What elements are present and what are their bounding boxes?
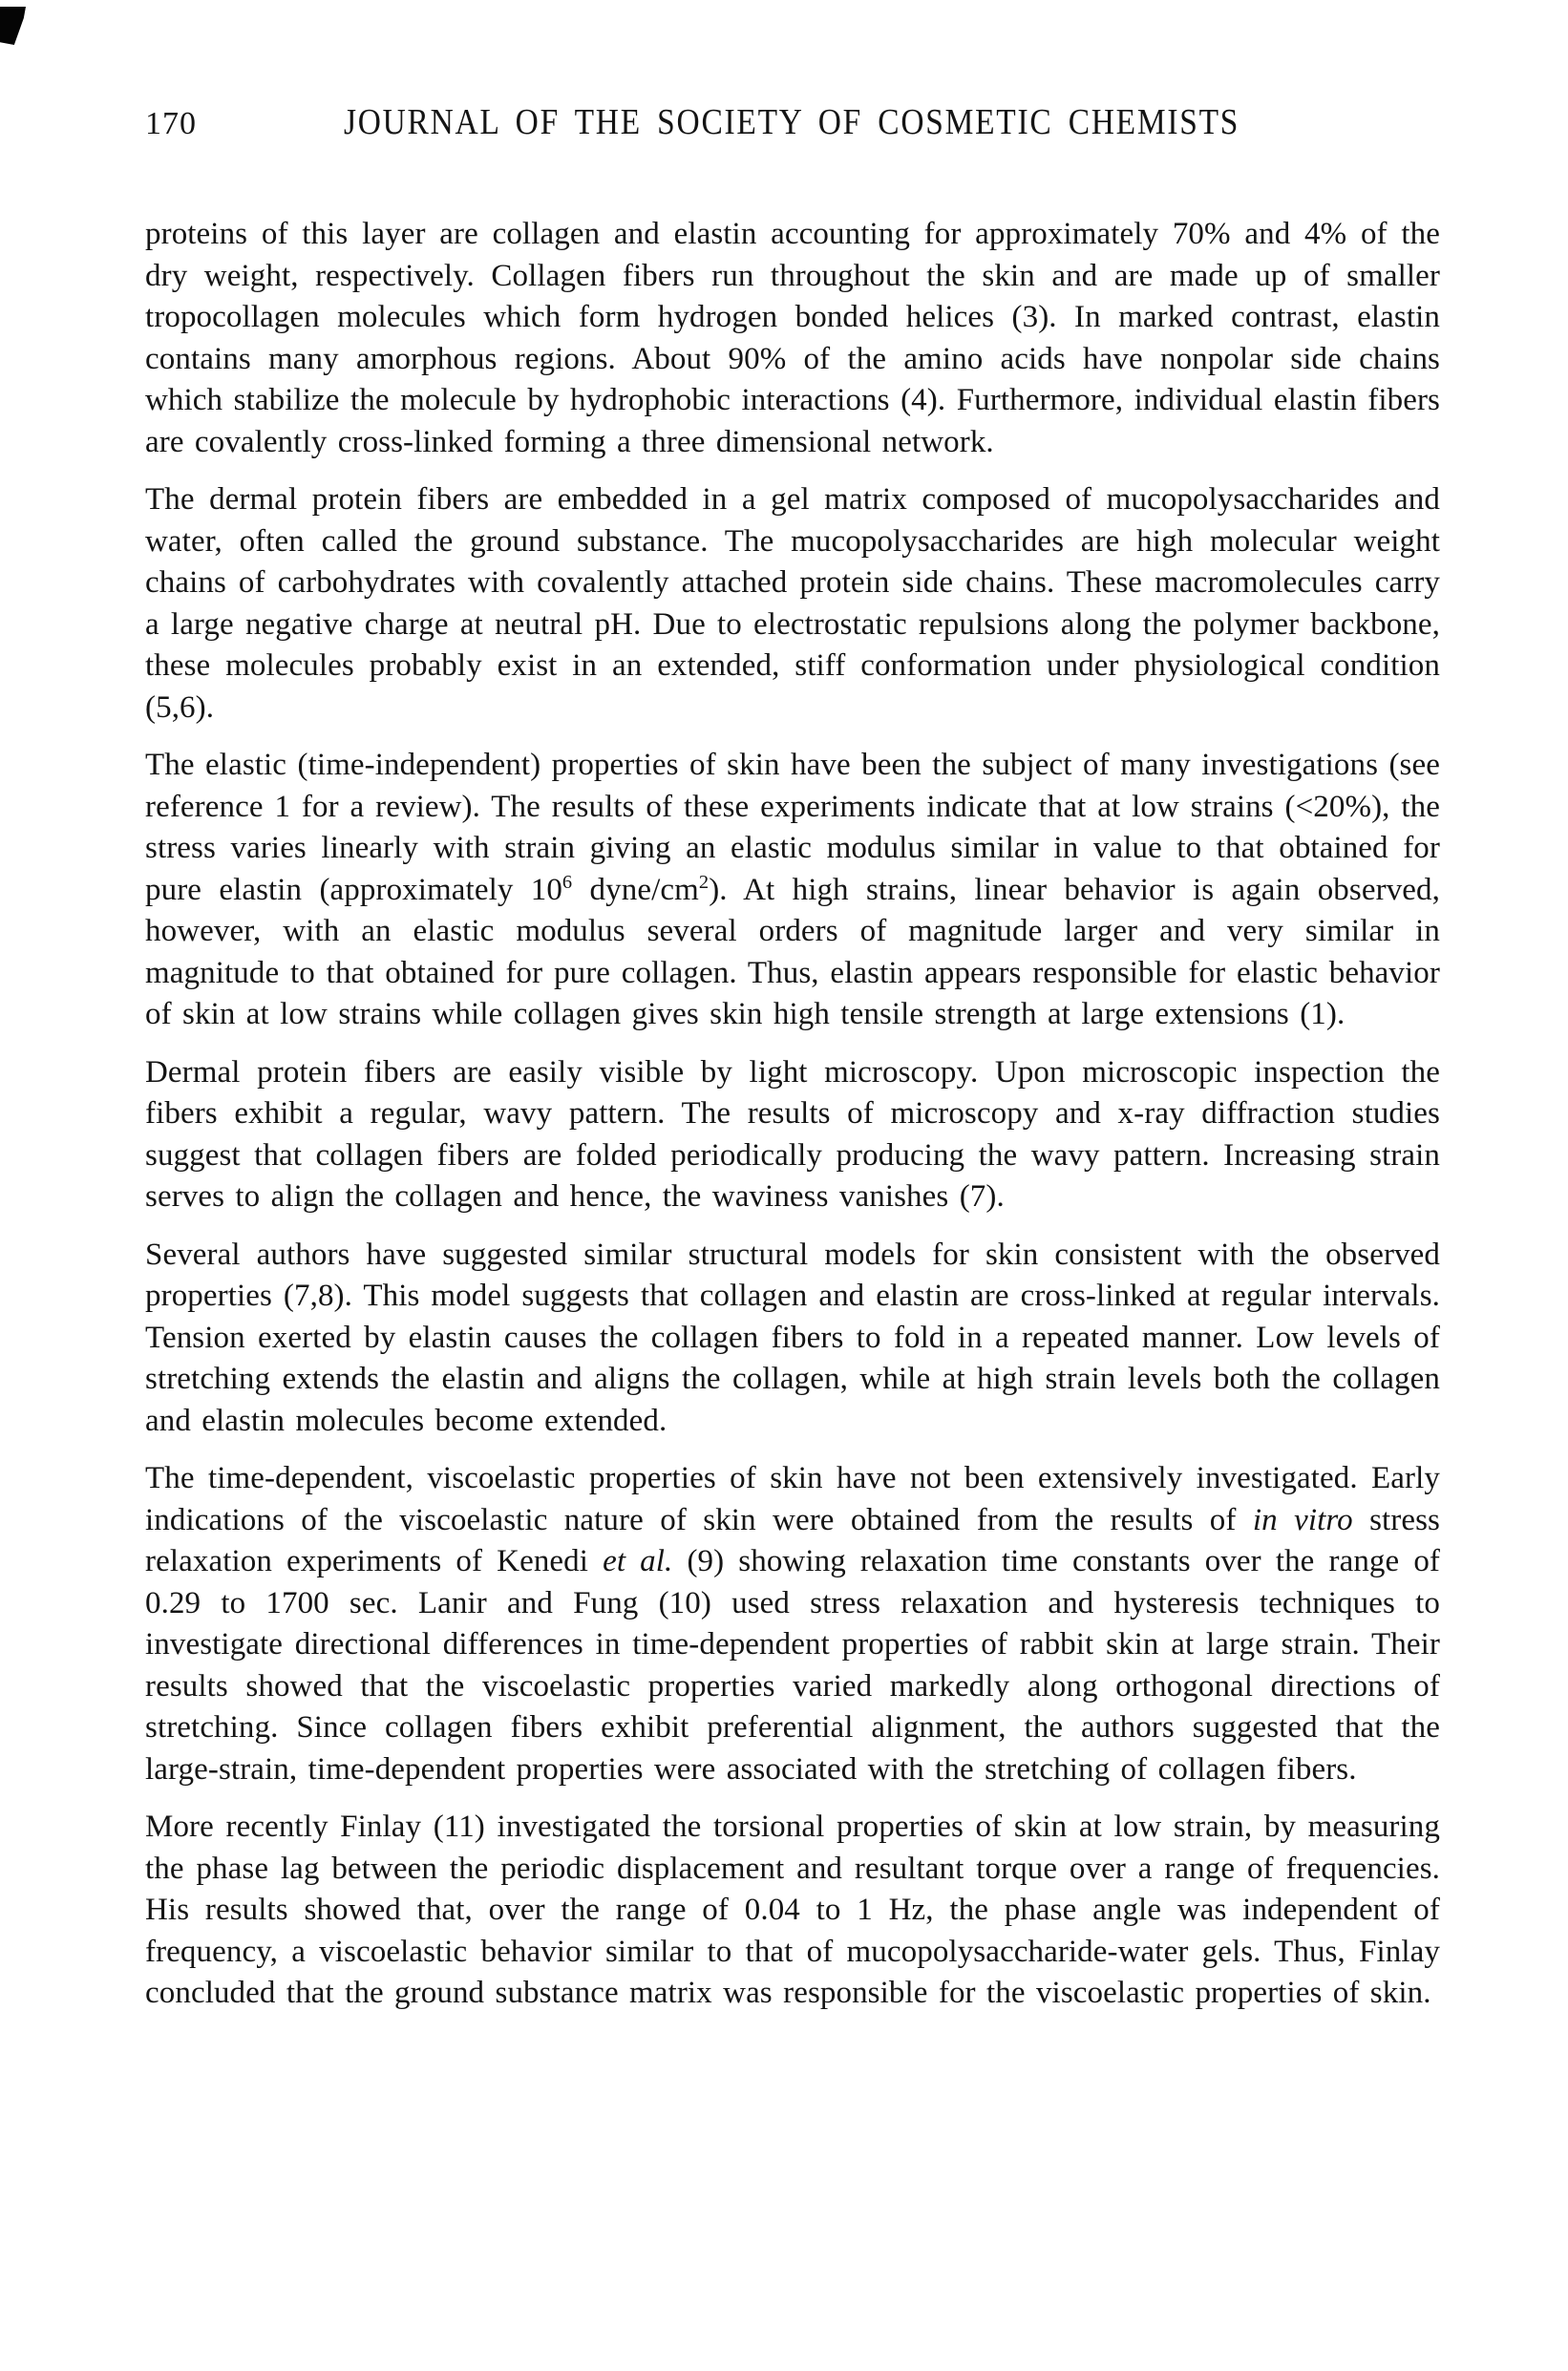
journal-title: JOURNAL OF THE SOCIETY OF COSMETIC CHEMISTS [343, 102, 1240, 142]
article-body [145, 214, 1440, 2015]
text-segment: stress relaxation experiments of Kenedi [145, 1502, 1440, 1578]
body-paragraph [145, 214, 1440, 463]
text-segment: Dermal protein fibers are easily visible by light microscopy. Upon microscopic inspection the fibers exhibit a regular, wavy pattern. The results of microscopy and x-ray diffraction studies suggest that collagen fibers are folded periodically producing the wavy pattern. Increasing strain serves to align the collagen and hence, the waviness vanishes (7). [145, 1054, 1440, 1214]
text-segment: The time-dependent, viscoelastic properties of skin have not been extensively investigated. Early indications of the viscoelastic nature of skin were obtained from the results of [145, 1461, 1440, 1537]
body-paragraph [145, 1807, 1440, 2015]
italic-text: et al. [603, 1544, 673, 1578]
body-paragraph [145, 479, 1440, 729]
superscript-text: 2 [698, 871, 710, 893]
scan-artifact-mark [0, 7, 26, 45]
text-segment: dyne/cm [572, 872, 699, 907]
italic-text: in vitro [1252, 1502, 1353, 1537]
text-segment: More recently Finlay (11) investigated the torsional properties of skin at low strain, by measuring the phase lag between the periodic displacement and resultant torque over a range of frequencies. His results showed that, over the range of 0.04 to 1 Hz, the phase angle was independent of frequency, a viscoelastic behavior similar to that of mucopolysaccharide-water gels. Thus, Finlay concluded that the ground substance matrix was responsible for the viscoelastic properties of skin. [145, 1810, 1440, 2010]
text-segment: The dermal protein fibers are embedded in a gel matrix composed of mucopolysaccharides and water, often called the ground substance. The mucopolysaccharides are high molecular weight chains of carbohydrates with covalently attached protein side chains. These macromolecules carry a large negative charge at neutral pH. Due to electrostatic repulsions along the polymer backbone, these molecules probably exist in an extended, stiff conformation under physiological condition (5,6). [145, 482, 1440, 725]
page-number: 170 [145, 106, 197, 141]
body-paragraph [145, 745, 1440, 1036]
body-paragraph [145, 1235, 1440, 1443]
text-segment: ). At high strains, linear behavior is again observed, however, with an elastic modulus several orders of magnitude larger and very similar in magnitude to that obtained for pure collagen. Thus, elastin appears responsible for elastic behavior of skin at low strains while collagen gives skin high tensile strength at large extensions (1). [145, 872, 1440, 1031]
text-segment: (9) showing relaxation time constants over the range of 0.29 to 1700 sec. Lanir and Fung (10) used stress relaxation and hysteresis techniques to investigate directional differences in time-dependent properties of rabbit skin at large strain. Their results showed that the viscoelastic properties varied markedly along orthogonal directions of stretching. Since collagen fibers exhibit preferential alignment, the authors suggested that the large-strain, time-dependent properties were associated with the stretching of collagen fibers. [145, 1544, 1441, 1787]
superscript-text: 6 [562, 871, 573, 893]
body-paragraph [145, 1458, 1440, 1790]
page-header [145, 101, 1301, 143]
text-segment: Several authors have suggested similar structural models for skin consistent with the observed properties (7,8). This model suggests that collagen and elastin are cross-linked at regular intervals. Tension exerted by elastin causes the collagen fibers to fold in a repeated manner. Low levels of stretching extends the elastin and aligns the collagen, while at high strain levels both the collagen and elastin molecules become extended. [145, 1237, 1440, 1438]
text-segment: proteins of this layer are collagen and elastin accounting for approximately 70% and 4% of the dry weight, respectively. Collagen fibers run throughout the skin and are made up of smaller tropocollagen molecules which form hydrogen bonded helices (3). In marked contrast, elastin contains many amorphous regions. About 90% of the amino acids have nonpolar side chains which stabilize the molecule by hydrophobic interactions (4). Furthermore, individual elastin fibers are covalently cross-linked forming a three dimensional network. [145, 217, 1440, 459]
text-segment: The elastic (time-independent) properties of skin have been the subject of many investigations (see reference 1 for a review). The results of these experiments indicate that at low strains (<20%), the stress varies linearly with strain giving an elastic modulus similar in value to that obtained for pure elastin (approximately 10 [145, 748, 1440, 907]
body-paragraph [145, 1052, 1440, 1218]
